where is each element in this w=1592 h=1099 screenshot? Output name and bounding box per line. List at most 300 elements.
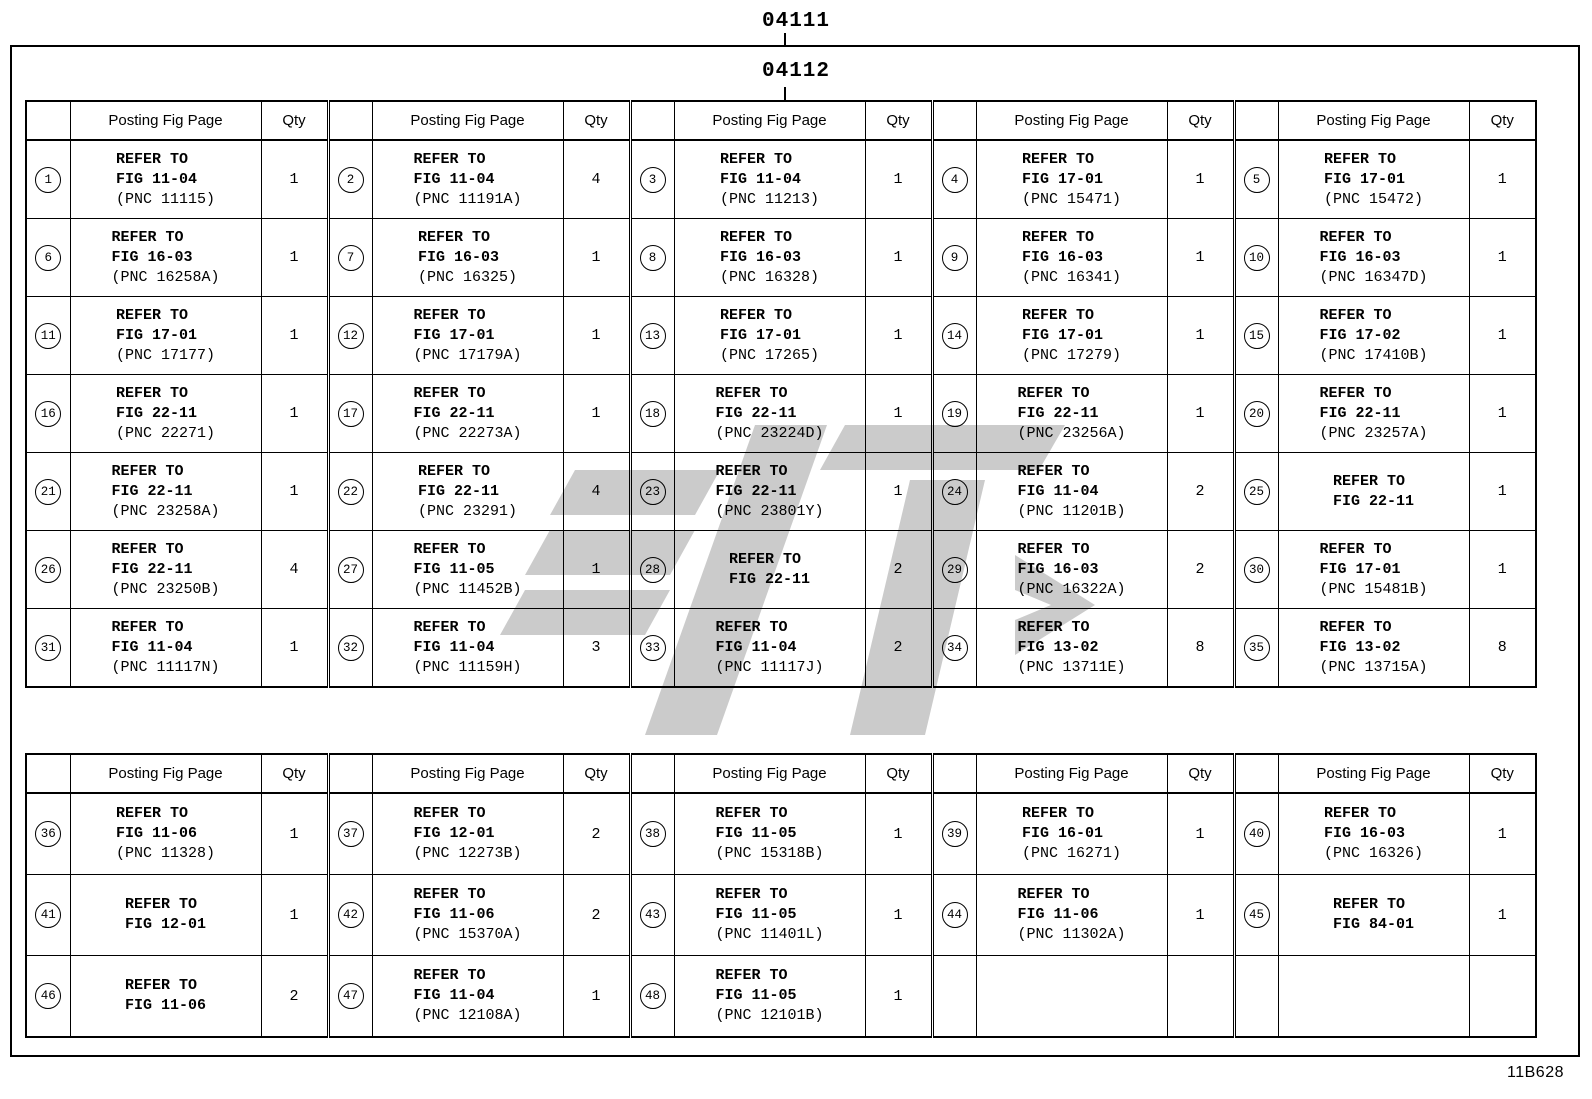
item-number-cell: [26, 956, 70, 1038]
posting-fig-text: [1333, 895, 1414, 935]
item-number-badge: 36: [35, 821, 61, 847]
posting-fig-cell: [976, 875, 1167, 956]
refer-to-line: REFER TO: [413, 886, 486, 903]
qty-cell: 1: [261, 140, 328, 219]
posting-fig-text: [715, 384, 823, 444]
item-number-cell: [26, 875, 70, 956]
posting-fig-text: [715, 804, 823, 864]
posting-fig-cell: [70, 219, 261, 297]
pnc-line: (PNC 15481B): [1319, 580, 1428, 598]
fig-line: FIG 22-11: [715, 482, 797, 500]
item-number-badge: 10: [1244, 245, 1270, 271]
posting-fig-text: [1022, 228, 1121, 288]
fig-line: FIG 22-11: [1017, 404, 1099, 422]
posting-fig-cell: [674, 793, 865, 875]
refer-to-line: REFER TO: [1323, 805, 1396, 822]
item-number-badge: 5: [1244, 167, 1270, 193]
refer-to-line: REFER TO: [115, 306, 188, 324]
item-number-cell: [630, 875, 674, 956]
posting-fig-text: [1324, 150, 1423, 210]
item-number-cell: [932, 140, 976, 219]
item-number-badge: 34: [942, 635, 968, 661]
posting-fig-text: [418, 462, 517, 522]
qty-cell: 1: [261, 219, 328, 297]
qty-header: Qty: [261, 101, 328, 140]
fig-line: FIG 22-11: [115, 404, 197, 422]
pnc-line: (PNC 17410B): [1319, 346, 1428, 364]
item-number-badge: 43: [640, 902, 666, 928]
table-row: [26, 875, 1536, 956]
posting-fig-cell: [1278, 297, 1469, 375]
pnc-line: (PNC 12101B): [715, 1007, 824, 1024]
item-number-badge: 37: [338, 821, 364, 847]
fig-line: FIG 17-01: [115, 326, 197, 344]
posting-fig-text: [1017, 885, 1125, 945]
item-number-badge: 31: [35, 635, 61, 661]
item-number-cell: [630, 297, 674, 375]
posting-fig-text: [413, 306, 521, 366]
posting-fig-cell: [372, 793, 563, 875]
refer-to-line: REFER TO: [115, 384, 188, 402]
posting-fig-cell: [1278, 453, 1469, 531]
posting-fig-text: [111, 618, 219, 678]
pnc-line: (PNC 17279): [1021, 346, 1122, 364]
refer-to-line: REFER TO: [413, 967, 486, 984]
fig-line: FIG 11-04: [413, 638, 495, 656]
refer-to-line: REFER TO: [1021, 805, 1094, 822]
pnc-line: (PNC 22273A): [413, 424, 522, 442]
refer-to-line: REFER TO: [1319, 618, 1392, 636]
fig-line: FIG 84-01: [1332, 916, 1414, 933]
pnc-line: (PNC 16328): [719, 268, 820, 286]
posting-fig-text: [125, 976, 206, 1016]
posting-fig-cell: [372, 875, 563, 956]
pnc-line: (PNC 11452B): [413, 580, 522, 598]
pnc-line: (PNC 15318B): [715, 845, 824, 862]
qty-cell: 1: [865, 140, 932, 219]
pnc-line: (PNC 16258A): [111, 268, 220, 286]
posting-fig-text: [1319, 228, 1427, 288]
qty-cell: 3: [563, 609, 630, 688]
item-number-cell: [328, 875, 372, 956]
fig-line: FIG 11-04: [1017, 482, 1099, 500]
qty-cell: 2: [1167, 531, 1234, 609]
item-number-badge: 28: [640, 557, 666, 583]
item-col-header: [932, 754, 976, 793]
refer-to-line: REFER TO: [1319, 228, 1392, 246]
item-number-badge: 35: [1244, 635, 1270, 661]
pnc-line: (PNC 17179A): [413, 346, 522, 364]
item-number-badge: 2: [338, 167, 364, 193]
posting-fig-cell: [1278, 375, 1469, 453]
fig-line: FIG 16-03: [1021, 248, 1103, 266]
table-header-row: [26, 754, 1536, 793]
section-label-04112: 04112: [761, 60, 830, 83]
fig-line: FIG 16-01: [1021, 825, 1103, 842]
posting-fig-text: [1319, 540, 1427, 600]
pnc-line: (PNC 13715A): [1319, 658, 1428, 676]
item-number-badge: 27: [338, 557, 364, 583]
posting-fig-page-header: Posting Fig Page: [674, 101, 865, 140]
qty-cell: 4: [261, 531, 328, 609]
refer-to-line: REFER TO: [1332, 472, 1405, 490]
pnc-line: (PNC 16322A): [1017, 580, 1126, 598]
posting-fig-cell: [1278, 219, 1469, 297]
item-number-cell: [630, 956, 674, 1038]
qty-cell: 1: [865, 219, 932, 297]
document-code: 11B628: [1507, 1064, 1564, 1081]
pnc-line: (PNC 11213): [719, 190, 820, 208]
posting-fig-text: [729, 550, 810, 590]
qty-header: Qty: [1469, 101, 1536, 140]
qty-cell: 1: [1167, 875, 1234, 956]
posting-fig-cell: [70, 609, 261, 688]
posting-fig-cell: [372, 297, 563, 375]
pnc-line: (PNC 11191A): [413, 190, 522, 208]
posting-fig-page-header: Posting Fig Page: [976, 754, 1167, 793]
fig-line: FIG 22-11: [1332, 492, 1414, 510]
posting-fig-text: [111, 540, 219, 600]
pnc-line: (PNC 23250B): [111, 580, 220, 598]
pnc-line: (PNC 15471): [1021, 190, 1122, 208]
qty-cell: 1: [1469, 297, 1536, 375]
refer-to-line: REFER TO: [715, 886, 788, 903]
refer-to-line: REFER TO: [1332, 896, 1405, 913]
item-col-header: [932, 101, 976, 140]
item-number-badge: 41: [35, 902, 61, 928]
fig-line: FIG 11-06: [413, 906, 495, 923]
posting-fig-cell: [70, 297, 261, 375]
qty-cell: 1: [261, 609, 328, 688]
refer-to-line: REFER TO: [715, 462, 788, 480]
qty-cell: 2: [1167, 453, 1234, 531]
table-row: [26, 956, 1536, 1038]
item-number-cell: [932, 531, 976, 609]
fig-line: FIG 16-03: [719, 248, 801, 266]
posting-fig-page-header: Posting Fig Page: [976, 101, 1167, 140]
table-row: [26, 375, 1536, 453]
qty-cell: 2: [261, 956, 328, 1038]
refer-to-line: REFER TO: [413, 384, 486, 402]
fig-line: FIG 22-11: [715, 404, 797, 422]
pnc-line: (PNC 23224D): [715, 424, 824, 442]
refer-to-line: REFER TO: [413, 306, 486, 324]
refer-to-line: REFER TO: [715, 805, 788, 822]
parts-table-lower-wrap: [25, 753, 1537, 1038]
posting-fig-text: [1017, 540, 1125, 600]
pnc-line: (PNC 16347D): [1319, 268, 1428, 286]
posting-fig-text: [1022, 804, 1121, 864]
item-number-cell: [1234, 140, 1278, 219]
pnc-line: (PNC 11201B): [1017, 502, 1126, 520]
qty-cell: 1: [865, 956, 932, 1038]
qty-cell: 8: [1167, 609, 1234, 688]
posting-fig-cell: [1278, 956, 1469, 1038]
item-number-cell: [630, 531, 674, 609]
posting-fig-text: [1022, 306, 1121, 366]
fig-line: FIG 22-11: [413, 404, 495, 422]
item-number-badge: 47: [338, 983, 364, 1009]
refer-to-line: REFER TO: [1319, 540, 1392, 558]
fig-line: FIG 22-11: [111, 560, 193, 578]
posting-fig-cell: [674, 609, 865, 688]
posting-fig-page-header: Posting Fig Page: [372, 754, 563, 793]
item-number-badge: 11: [35, 323, 61, 349]
posting-fig-text: [111, 228, 219, 288]
qty-cell: 1: [1167, 219, 1234, 297]
pnc-line: (PNC 15370A): [413, 926, 522, 943]
posting-fig-cell: [70, 140, 261, 219]
posting-fig-cell: [674, 375, 865, 453]
item-number-badge: 44: [942, 902, 968, 928]
pnc-line: (PNC 11117J): [715, 658, 824, 676]
item-number-cell: [630, 793, 674, 875]
item-number-cell: [630, 453, 674, 531]
posting-fig-text: [413, 804, 521, 864]
fig-line: FIG 13-02: [1017, 638, 1099, 656]
item-number-badge: 32: [338, 635, 364, 661]
refer-to-line: REFER TO: [719, 228, 792, 246]
posting-fig-text: [715, 966, 823, 1026]
item-col-header: [1234, 754, 1278, 793]
item-number-cell: [1234, 531, 1278, 609]
refer-to-line: REFER TO: [715, 384, 788, 402]
posting-fig-cell: [372, 219, 563, 297]
posting-fig-page-header: Posting Fig Page: [1278, 754, 1469, 793]
fig-line: FIG 11-04: [719, 170, 801, 188]
table-row: [26, 531, 1536, 609]
qty-header: Qty: [261, 754, 328, 793]
item-number-cell: [26, 140, 70, 219]
item-number-cell: [26, 297, 70, 375]
refer-to-line: REFER TO: [124, 977, 197, 994]
posting-fig-text: [116, 384, 215, 444]
qty-cell: 1: [1167, 140, 1234, 219]
item-number-cell: [1234, 297, 1278, 375]
fig-line: FIG 17-01: [1021, 326, 1103, 344]
fig-line: FIG 11-05: [715, 825, 797, 842]
item-number-cell: [328, 140, 372, 219]
qty-cell: 1: [563, 531, 630, 609]
item-number-cell: [630, 219, 674, 297]
fig-line: FIG 22-11: [1319, 404, 1401, 422]
posting-fig-cell: [674, 140, 865, 219]
item-number-badge: 14: [942, 323, 968, 349]
posting-fig-cell: [976, 453, 1167, 531]
fig-line: FIG 11-06: [1017, 906, 1099, 923]
posting-fig-cell: [1278, 793, 1469, 875]
item-number-badge: 7: [338, 245, 364, 271]
posting-fig-page-header: Posting Fig Page: [674, 754, 865, 793]
posting-fig-cell: [674, 297, 865, 375]
table-header-row: [26, 101, 1536, 140]
table-row: [26, 453, 1536, 531]
item-number-badge: 8: [640, 245, 666, 271]
posting-fig-cell: [674, 219, 865, 297]
item-number-cell: [328, 453, 372, 531]
fig-line: FIG 17-01: [1323, 170, 1405, 188]
posting-fig-cell: [1278, 609, 1469, 688]
posting-fig-text: [1324, 804, 1423, 864]
item-number-badge: 48: [640, 983, 666, 1009]
posting-fig-cell: [976, 375, 1167, 453]
item-number-cell: [26, 609, 70, 688]
item-number-cell: [328, 219, 372, 297]
item-number-cell: [630, 375, 674, 453]
posting-fig-cell: [70, 453, 261, 531]
item-number-cell: [932, 219, 976, 297]
posting-fig-cell: [976, 297, 1167, 375]
fig-line: FIG 12-01: [413, 825, 495, 842]
qty-cell: 1: [1469, 793, 1536, 875]
posting-fig-cell: [976, 531, 1167, 609]
refer-to-line: REFER TO: [124, 896, 197, 913]
item-number-badge: 19: [942, 401, 968, 427]
posting-fig-text: [715, 618, 823, 678]
pnc-line: (PNC 12108A): [413, 1007, 522, 1024]
fig-line: FIG 11-05: [413, 560, 495, 578]
qty-cell: 1: [865, 793, 932, 875]
refer-to-line: REFER TO: [1319, 384, 1392, 402]
posting-fig-cell: [70, 956, 261, 1038]
refer-to-line: REFER TO: [111, 228, 184, 246]
posting-fig-text: [116, 306, 215, 366]
pnc-line: (PNC 23257A): [1319, 424, 1428, 442]
refer-to-line: REFER TO: [1021, 306, 1094, 324]
refer-to-line: REFER TO: [1017, 384, 1090, 402]
item-number-badge: 16: [35, 401, 61, 427]
refer-to-line: REFER TO: [715, 967, 788, 984]
item-number-cell: [328, 609, 372, 688]
qty-cell: 4: [563, 140, 630, 219]
refer-to-line: REFER TO: [1017, 618, 1090, 636]
posting-fig-text: [125, 895, 206, 935]
item-number-badge: 26: [35, 557, 61, 583]
qty-cell: 2: [865, 531, 932, 609]
pnc-line: (PNC 23291): [417, 502, 518, 520]
qty-cell: 4: [563, 453, 630, 531]
qty-header: Qty: [1469, 754, 1536, 793]
fig-line: FIG 11-05: [715, 906, 797, 923]
parts-table-upper: [25, 100, 1537, 688]
item-number-badge: 24: [942, 479, 968, 505]
qty-cell: 1: [1469, 140, 1536, 219]
item-col-header: [26, 754, 70, 793]
posting-fig-page-header: Posting Fig Page: [372, 101, 563, 140]
posting-fig-text: [720, 150, 819, 210]
posting-fig-text: [715, 462, 823, 522]
fig-line: FIG 11-04: [115, 170, 197, 188]
refer-to-line: REFER TO: [728, 550, 801, 568]
posting-fig-text: [418, 228, 517, 288]
item-col-header: [1234, 101, 1278, 140]
item-number-badge: 15: [1244, 323, 1270, 349]
item-number-cell: [26, 453, 70, 531]
refer-to-line: REFER TO: [111, 618, 184, 636]
item-number-cell: [1234, 793, 1278, 875]
posting-fig-cell: [1278, 531, 1469, 609]
item-number-cell: [932, 375, 976, 453]
item-number-badge: 17: [338, 401, 364, 427]
item-number-cell: [26, 531, 70, 609]
posting-fig-cell: [674, 875, 865, 956]
qty-header: Qty: [865, 754, 932, 793]
posting-fig-cell: [1278, 140, 1469, 219]
item-number-cell: [932, 793, 976, 875]
qty-cell: 1: [865, 375, 932, 453]
fig-line: FIG 11-04: [111, 638, 193, 656]
parts-table-lower: [25, 753, 1537, 1038]
item-number-badge: 38: [640, 821, 666, 847]
pnc-line: (PNC 11401L): [715, 926, 824, 943]
pnc-line: (PNC 11115): [115, 190, 216, 208]
refer-to-line: REFER TO: [719, 150, 792, 168]
posting-fig-cell: [372, 140, 563, 219]
fig-line: FIG 12-01: [124, 916, 206, 933]
item-number-cell: [26, 375, 70, 453]
posting-fig-cell: [372, 453, 563, 531]
posting-fig-text: [413, 885, 521, 945]
item-col-header: [630, 754, 674, 793]
posting-fig-text: [1319, 384, 1427, 444]
qty-cell: 1: [1167, 297, 1234, 375]
item-number-badge: 42: [338, 902, 364, 928]
posting-fig-page-header: Posting Fig Page: [1278, 101, 1469, 140]
fig-line: FIG 11-04: [413, 987, 495, 1004]
item-number-badge: 40: [1244, 821, 1270, 847]
pnc-line: (PNC 13711E): [1017, 658, 1126, 676]
posting-fig-text: [413, 966, 521, 1026]
item-number-badge: 21: [35, 479, 61, 505]
item-number-cell: [932, 453, 976, 531]
posting-fig-cell: [976, 793, 1167, 875]
item-number-cell: [630, 609, 674, 688]
posting-fig-text: [111, 462, 219, 522]
pnc-line: (PNC 15472): [1323, 190, 1424, 208]
item-col-header: [26, 101, 70, 140]
posting-fig-page-header: Posting Fig Page: [70, 754, 261, 793]
pnc-line: (PNC 11117N): [111, 658, 220, 676]
posting-fig-text: [715, 885, 823, 945]
item-number-badge: 46: [35, 983, 61, 1009]
pnc-line: (PNC 11302A): [1017, 926, 1126, 943]
item-number-cell: [932, 956, 976, 1038]
posting-fig-text: [413, 618, 521, 678]
fig-line: FIG 16-03: [111, 248, 193, 266]
refer-to-line: REFER TO: [111, 462, 184, 480]
refer-to-line: REFER TO: [715, 618, 788, 636]
item-number-cell: [328, 956, 372, 1038]
qty-cell: 1: [261, 297, 328, 375]
refer-to-line: REFER TO: [115, 805, 188, 822]
refer-to-line: REFER TO: [719, 306, 792, 324]
posting-fig-cell: [372, 609, 563, 688]
refer-to-line: REFER TO: [1021, 228, 1094, 246]
posting-fig-page-header: Posting Fig Page: [70, 101, 261, 140]
fig-line: FIG 16-03: [1017, 560, 1099, 578]
item-number-cell: [932, 609, 976, 688]
pnc-line: (PNC 11328): [115, 845, 216, 862]
item-number-badge: 25: [1244, 479, 1270, 505]
refer-to-line: REFER TO: [1017, 886, 1090, 903]
qty-cell: 1: [1469, 375, 1536, 453]
qty-cell: 1: [261, 375, 328, 453]
pnc-line: (PNC 23256A): [1017, 424, 1126, 442]
posting-fig-text: [1319, 618, 1427, 678]
item-number-cell: [26, 219, 70, 297]
posting-fig-cell: [70, 875, 261, 956]
qty-cell: 1: [261, 875, 328, 956]
